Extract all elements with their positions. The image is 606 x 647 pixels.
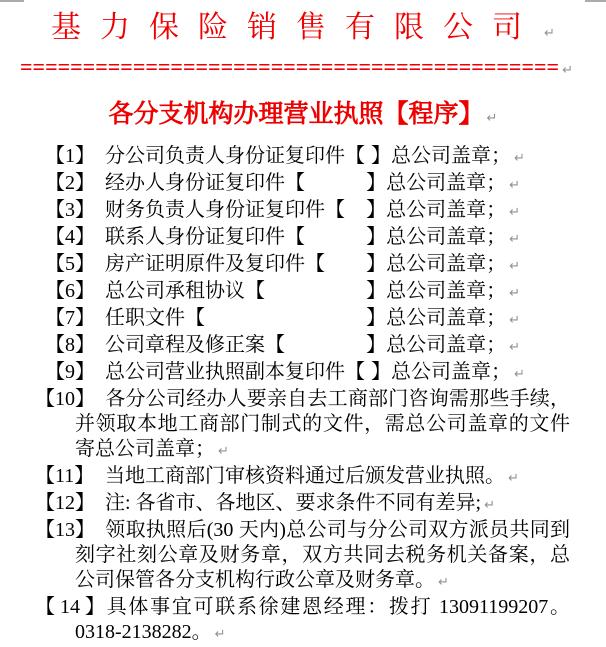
- item-text: 各分公司经办人要亲自去工商部门咨询需那些手续，并领取本地工商部门制式的文件，需总公司盖章的文件寄总公司盖章；: [75, 388, 570, 460]
- item-label: 房产证明原件及复印件: [105, 253, 305, 275]
- list-item-3: [0, 198, 606, 225]
- open-bracket: 【: [345, 145, 365, 167]
- stamp-suffix: 】总公司盖章；: [366, 172, 507, 194]
- page-corner-mark-right: [585, 0, 606, 2]
- pilcrow-icon: ↵: [544, 26, 555, 41]
- item-label: 总公司承租协议: [105, 280, 245, 302]
- item-number: 【1】: [45, 145, 95, 167]
- stamp-suffix: 】总公司盖章；: [371, 145, 511, 167]
- item-number: 【9】: [45, 361, 95, 383]
- pilcrow-icon: ↵: [514, 367, 525, 382]
- item-label: 公司章程及修正案: [105, 334, 265, 356]
- pilcrow-icon: ↵: [514, 151, 525, 166]
- section-heading: [0, 100, 606, 134]
- item-label: 分公司负责人身份证复印件: [105, 145, 345, 167]
- item-label: 财务负责人身份证复印件: [105, 199, 325, 221]
- item-number: 【5】: [45, 253, 95, 275]
- company-title: [0, 0, 606, 52]
- item-number: 【13】: [35, 519, 95, 541]
- list-item-7: [0, 306, 606, 333]
- list-item-4: [0, 225, 606, 252]
- stamp-suffix: 】总公司盖章；: [366, 226, 507, 248]
- procedure-list: [0, 144, 606, 647]
- stamp-suffix: 】总公司盖章；: [366, 334, 507, 356]
- item-text: 注: 各省市、各地区、要求条件不同有差异;: [105, 492, 482, 514]
- paragraph-item-13: [0, 518, 606, 595]
- item-text: 具体事宜可联系徐建恩经理：拨打 13091199207。: [105, 596, 570, 618]
- open-bracket: 【: [185, 307, 205, 329]
- item-number: 【8】: [45, 334, 95, 356]
- item-number: 【7】: [45, 307, 95, 329]
- paragraph-item-14-line1: [0, 595, 606, 620]
- item-label: 总公司营业执照副本复印件: [105, 361, 345, 383]
- pilcrow-icon: ↵: [486, 111, 498, 126]
- item-number: 【6】: [45, 280, 95, 302]
- item-number: 【11】: [35, 465, 95, 487]
- pilcrow-icon: ↵: [509, 259, 520, 274]
- list-item-2: [0, 171, 606, 198]
- stamp-suffix: 】总公司盖章；: [366, 280, 507, 302]
- pilcrow-icon: ↵: [438, 575, 449, 590]
- pilcrow-icon: ↵: [509, 286, 520, 301]
- pilcrow-icon: ↵: [509, 232, 520, 247]
- page-corner-mark-left: [0, 0, 24, 2]
- item-label: 任职文件: [105, 307, 185, 329]
- item-label: 联系人身份证复印件: [105, 226, 285, 248]
- open-bracket: 【: [345, 361, 365, 383]
- separator-equals: ===========================================: [20, 58, 560, 79]
- pilcrow-icon: ↵: [509, 340, 520, 355]
- item-text: 当地工商部门审核资料通过后颁发营业执照。: [105, 465, 505, 487]
- stamp-suffix: 】总公司盖章；: [366, 307, 507, 329]
- list-item-6: [0, 279, 606, 306]
- stamp-suffix: 】总公司盖章；: [371, 361, 511, 383]
- item-text: 领取执照后(30 天内)总公司与分公司双方派员共同到刻字社刻公章及财务章，双方共同去税务机关备案，总公司保管各分支机构行政公章及财务章。: [75, 519, 570, 591]
- list-item-9: [0, 360, 606, 387]
- paragraph-item-11: [0, 464, 606, 491]
- pilcrow-icon: ↵: [484, 498, 496, 513]
- item-text: 0318-2138282。: [75, 621, 212, 643]
- item-number: 【12】: [35, 492, 95, 514]
- open-bracket: 【: [325, 199, 345, 221]
- company-title-text: 基力保险销售有限公司: [51, 11, 542, 44]
- pilcrow-icon: ↵: [509, 313, 520, 328]
- pilcrow-icon: ↵: [509, 205, 520, 220]
- list-item-1: [0, 144, 606, 171]
- item-number: 【3】: [45, 199, 95, 221]
- stamp-suffix: 】总公司盖章；: [366, 253, 507, 275]
- item-label: 经办人身份证复印件: [105, 172, 285, 194]
- open-bracket: 【: [245, 280, 265, 302]
- pilcrow-icon: ↵: [218, 444, 229, 459]
- list-item-5: [0, 252, 606, 279]
- section-heading-text: 各分支机构办理营业执照【程序】: [108, 101, 484, 128]
- paragraph-item-14-line2: [0, 620, 606, 647]
- pilcrow-icon: ↵: [509, 178, 520, 193]
- paragraph-item-10: [0, 387, 606, 464]
- item-number: 【10】: [35, 388, 95, 410]
- open-bracket: 【: [285, 226, 305, 248]
- open-bracket: 【: [285, 172, 305, 194]
- stamp-suffix: 】总公司盖章；: [366, 199, 507, 221]
- list-item-8: [0, 333, 606, 360]
- open-bracket: 【: [305, 253, 325, 275]
- pilcrow-icon: ↵: [508, 471, 519, 486]
- item-number: 【14】: [35, 596, 105, 618]
- pilcrow-icon: ↵: [214, 627, 226, 642]
- paragraph-item-12: [0, 491, 606, 518]
- separator-line: [0, 58, 606, 80]
- item-number: 【2】: [45, 172, 95, 194]
- pilcrow-icon: ↵: [562, 63, 573, 78]
- open-bracket: 【: [265, 334, 285, 356]
- item-number: 【4】: [45, 226, 95, 248]
